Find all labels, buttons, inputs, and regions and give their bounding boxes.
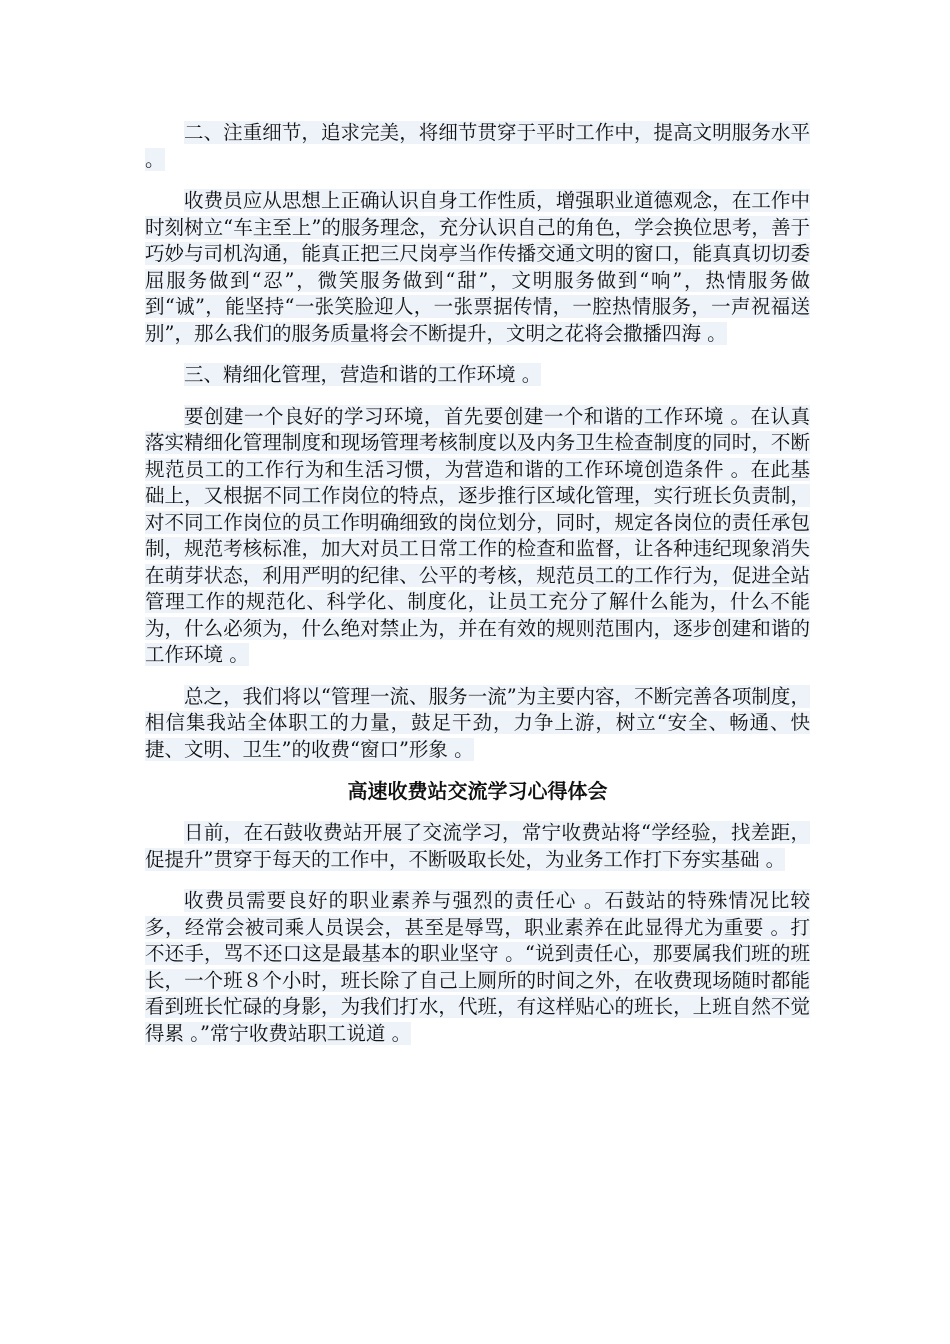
paragraph-work-environment xyxy=(145,404,810,669)
paragraph-exchange-study xyxy=(145,820,810,873)
document-body xyxy=(145,120,810,1062)
paragraph-heading-two xyxy=(145,120,810,173)
paragraph-text: 收费员需要良好的职业素养与强烈的责任心 。石鼓站的特殊情况比较多，经常会被司乘人员误会，甚至是辱骂，职业素养在此显得尤为重要 。打不还手，骂不还口这是最基本的职业坚守 。“说到责任心，那要属我们班的班长，一个班８个小时，班长除了自己上厕所的时间之外，在收费现场随时都能看到班长忙碌的身影，为我们打水，代班，有这样贴心的班长，上班自然不觉得累 。”常宁收费站职工说道 。 xyxy=(145,889,810,1045)
paragraph-text: 三、精细化管理，营造和谐的工作环境 。 xyxy=(184,363,542,386)
paragraph-text: 总之，我们将以“管理一流、服务一流”为主要内容，不断完善各项制度，相信集我站全体职工的力量，鼓足干劲，力争上游，树立“安全、畅通、快捷、文明、卫生”的收费“窗口”形象 。 xyxy=(145,684,810,761)
paragraph-text: 要创建一个良好的学习环境，首先要创建一个和谐的工作环境 。在认真落实精细化管理制度和现场管理考核制度以及内务卫生检查制度的同时，不断规范员工的工作行为和生活习惯，为营造和谐的工作环境创造条件 。在此基础上，又根据不同工作岗位的特点，逐步推行区域化管理，实行班长负责制，对不同工作岗位的员工作明确细致的岗位划分，同时，规定各岗位的责任承包制，规范考核标准，加大对员工日常工作的检查和监督，让各种违纪现象消失在萌芽状态，利用严明的纪律、公平的考核，规范员工的工作行为，促进全站管理工作的规范化、科学化、制度化，让员工充分了解什么能为，什么不能为，什么必须为，什么绝对禁止为，并在有效的规则范围内，逐步创建和谐的工作环境 。 xyxy=(145,404,810,666)
paragraph-text: 收费员应从思想上正确认识自身工作性质，增强职业道德观念，在工作中时刻树立“车主至上”的服务理念，充分认识自己的角色，学会换位思考，善于巧妙与司机沟通，能真正把三尺岗亭当作传播交通文明的窗口，能真真切切委屈服务做到“忍”，微笑服务做到“甜”，文明服务做到“响”，热情服务做到“诚”，能坚持“一张笑脸迎人，一张票据传情，一腔热情服务，一声祝福送别”，那么我们的服务质量将会不断提升，文明之花将会撒播四海 。 xyxy=(145,189,810,345)
paragraph-conclusion xyxy=(145,684,810,764)
paragraph-text: 二、注重细节，追求完美，将细节贯穿于平时工作中，提高文明服务水平 。 xyxy=(145,121,810,171)
paragraph-responsibility xyxy=(145,888,810,1047)
paragraph-heading-three xyxy=(145,362,810,389)
section-title: 高速收费站交流学习心得体会 xyxy=(347,779,608,803)
paragraph-service-attitude xyxy=(145,188,810,347)
paragraph-text: 日前，在石鼓收费站开展了交流学习，常宁收费站将“学经验，找差距，促提升”贯穿于每天的工作中，不断吸取长处，为业务工作打下夯实基础 。 xyxy=(145,821,810,871)
